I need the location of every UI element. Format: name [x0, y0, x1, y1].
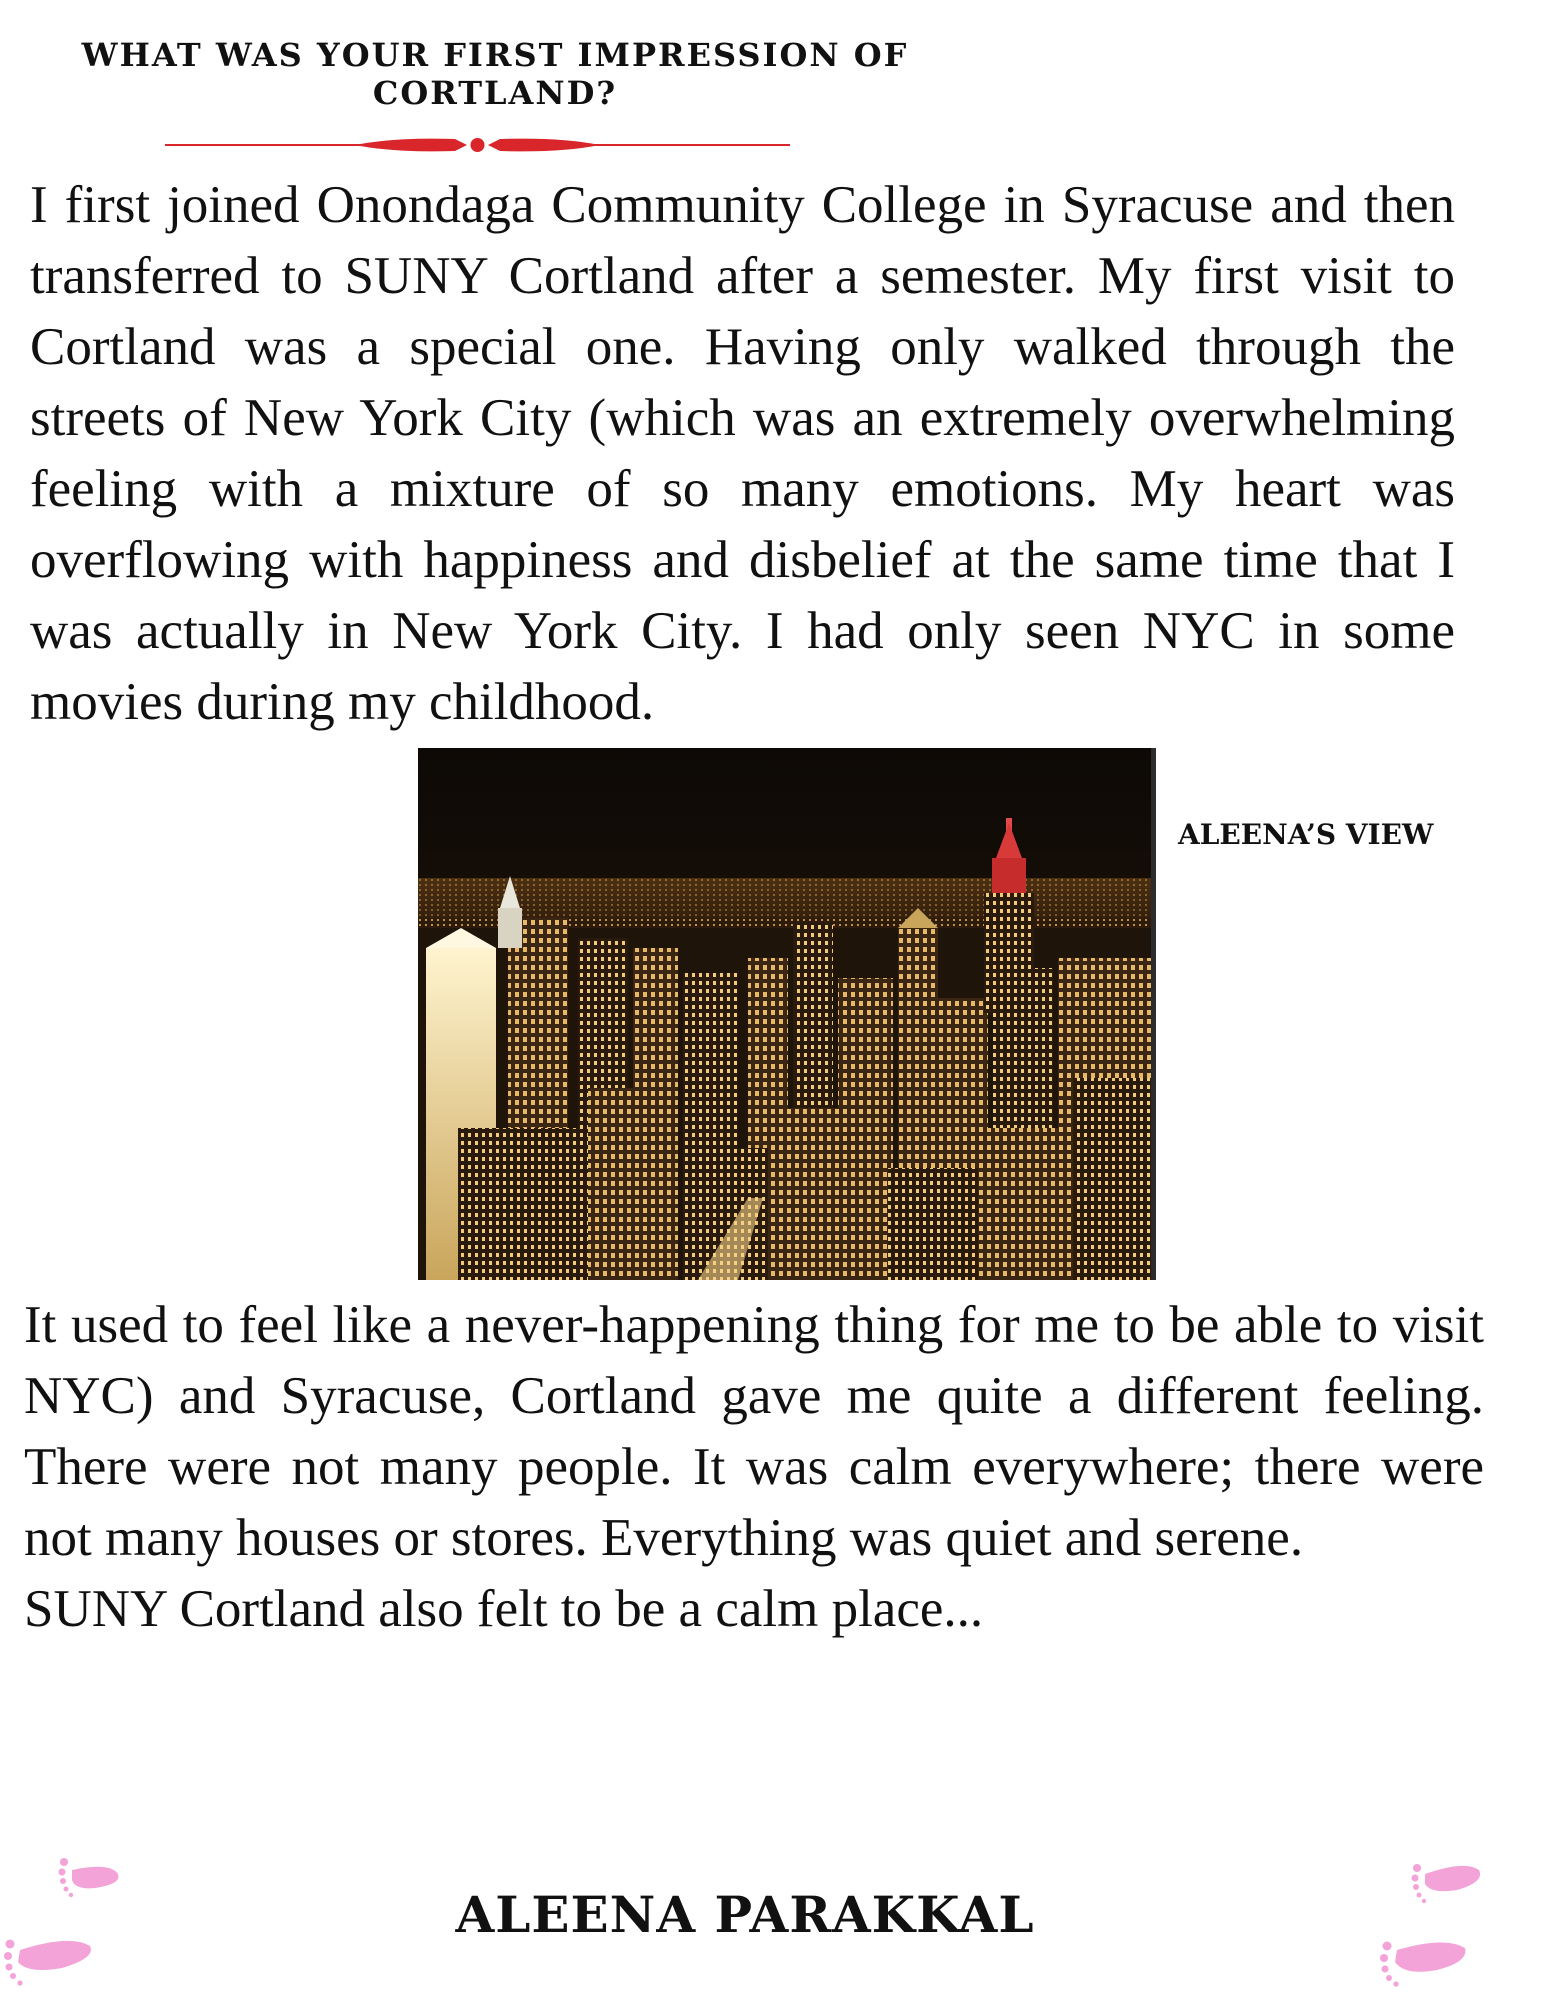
heading-line-1: WHAT WAS YOUR FIRST IMPRESSION OF: [81, 36, 909, 74]
article-heading: [55, 36, 935, 112]
body-paragraph-1: I first joined Onondaga Community College in Syracuse and then transferred to SUNY Cortland after a semester. My first visit to Cortland was a special one. Having only walked through the streets of New York City (which was an extremely overwhelming feeling with a mixture of so many emotions. My heart was overflowing with happiness and disbelief at the same time that I was actually in New York City. I had only seen NYC in some movies during my childhood.: [30, 176, 1455, 731]
photo-caption: ALEENA’S VIEW: [1178, 818, 1434, 851]
author-name: ALEENA PARAKKAL: [455, 1885, 1035, 1944]
paragraph-2-last-line: SUNY Cortland also felt to be a calm place...: [24, 1580, 984, 1638]
body-paragraph-2: [24, 1290, 1484, 1645]
paragraph-2-main: It used to feel like a never-happening thing for me to be able to visit NYC) and Syracuse, Cortland gave me quite a different feeling. There were not many people. It was calm everywhere; there were not many houses or stores. Everything was quiet and serene.: [24, 1296, 1484, 1567]
nyc-skyline-photo: [418, 748, 1156, 1280]
skyline-illustration: [418, 748, 1151, 1280]
divider-ornament: [165, 132, 790, 158]
heading-line-2: CORTLAND?: [372, 74, 618, 112]
